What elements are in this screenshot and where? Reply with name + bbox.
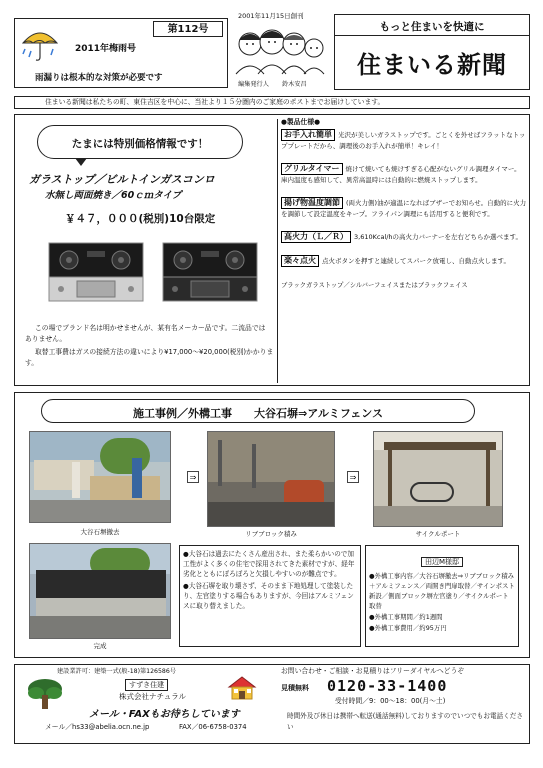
feature-item-3: 高火力（Ｌ／Ｒ） 3,610Kcal/hの高火力バーナーを左右どちらか選べます。: [281, 231, 527, 243]
company-name: 株式会社ナチュラル: [119, 692, 187, 701]
feature-tag: グリルタイマー: [281, 163, 343, 175]
contact-wait: メール・FAXもお待ちしています: [89, 709, 240, 720]
feature-tag: お手入れ簡単: [281, 129, 335, 141]
case-desc-2: ●大谷石塀を取り壊さず、そのまま下地処理して塗装したり、左官塗りする場合もありますが、今回はアルミフェンスに取り替えました。: [183, 582, 354, 610]
family-illustration: [232, 24, 326, 76]
delivery-text: 住まいる新聞は私たちの町、東住吉区を中心に、当社より１５分圏内のご家庭のポストまでお届けしています。: [45, 98, 385, 106]
case-summary-3: ●外構工事費用／約95万円: [369, 624, 447, 632]
feature-item-2: 揚げ物温度調節 (両火力側)油が適温になればブザーでお知らせ。自動的に火力を調節して設定温度をキープ。フライパン調理にも活用すると便利です。: [281, 198, 527, 218]
stove-image-black: [161, 241, 259, 303]
photo-block-laying: [207, 431, 335, 527]
case-section: [14, 392, 530, 658]
license-number: 建設業許可：建築一式(般-18)第126586号: [57, 668, 176, 675]
feature-tag: 揚げ物温度調節: [281, 197, 343, 209]
case-summary-2: ●外構工事期間／約1週間: [369, 613, 443, 621]
feature-tag: 高火力（Ｌ／Ｒ）: [281, 231, 351, 243]
publisher-name: 鈴木安昌: [282, 81, 307, 88]
house-icon: [227, 675, 257, 701]
arrow-icon: ⇒: [187, 471, 199, 483]
features-column: [281, 118, 527, 290]
founding-date: 2001年11月15日創刊: [238, 12, 304, 20]
after-hours-note: 時間外及び休日は携帯へ転送(通話無料)しておりますのでいつでもお電話ください: [287, 712, 523, 731]
color-options: ブラックガラストップ／シルバーフェイスまたはブラックフェイス: [281, 282, 468, 289]
footer: [14, 664, 530, 744]
case-summary-box: [365, 545, 519, 647]
feature-item-0: お手入れ簡単 光沢が美しいガラストップです。ごとくを外せばフラットなトッププレートだから、調理後のお手入れが簡単！キレイ！: [281, 130, 526, 150]
inquiry-text: お問い合わせ・ご相談・お見積りはフリーダイヤルへどうぞ: [281, 667, 465, 675]
season-label: 2011年梅雨号: [75, 44, 137, 54]
features-header: ●製品仕様●: [281, 118, 321, 126]
page-title: 住まいる新聞: [357, 50, 507, 79]
product-price: ￥４７，０００(税別)10台限定: [65, 213, 216, 225]
masthead-left-box: [14, 18, 228, 88]
umbrella-icon: [19, 23, 61, 63]
promo-section: [14, 114, 530, 386]
business-hours: 受付時間／9：00〜18：00(月〜土): [335, 697, 446, 705]
tagline: もっと住まいを快適に: [379, 21, 485, 33]
case-description-box: [179, 545, 361, 647]
photo-label: 完成: [93, 642, 107, 650]
free-estimate-label: 見積無料: [281, 684, 309, 692]
case-summary-1: ●外構工事内容／大谷石塀撤去⇒リブブロック積み＋アルミフェンス／両開き門扉取替／サインポスト新設／側面ブロック塀左官塗り／サイクルポート取替: [369, 572, 515, 610]
delivery-notice: [14, 96, 530, 109]
fax-number: FAX／06-6758-0374: [179, 723, 247, 731]
photo-wall-removal: [29, 431, 171, 523]
rain-tip: 雨漏りは根本的な対策が必要です: [35, 73, 163, 83]
promo-note-1: この場でブランド名は明かせませんが、某有名メーカー品です。二流品ではありません。: [25, 324, 266, 343]
photo-finished: [29, 543, 171, 639]
tree-logo-icon: [27, 677, 63, 711]
photo-label: サイクルポート: [415, 530, 461, 538]
stove-image-silver: [47, 241, 145, 303]
case-summary-title: 田辺M様邸: [369, 549, 515, 568]
feature-item-1: グリルタイマー 焼けて焼いても焼けすぎる心配がないグリル調理タイマー。庫内温度も感知して、異常高温時には自動的に燃焼ストップします。: [281, 164, 521, 184]
promo-note-2: 取替工事費はガスの接続方法の違いにより¥17,000〜¥20,000(税別)かかります。: [25, 348, 274, 367]
promo-banner: たまには特別価格情報です！: [37, 125, 243, 159]
photo-label: 大谷石塀撤去: [80, 528, 120, 536]
case-title-banner: 施工事例／外構工事 大谷石塀⇒アルミフェンス: [41, 399, 475, 423]
phone-number: 0120-33-1400: [327, 677, 448, 695]
product-name: ガラストップ／ビルトインガスコンロ: [29, 173, 215, 186]
feature-tag: 楽々点火: [281, 255, 319, 267]
feature-item-4: 楽々点火 点火ボタンを押すと連続してスパーク放電し、自動点火します。: [281, 255, 527, 267]
case-desc-1: ●大谷石は過去にたくさん産出され、また柔らかいので加工性がよく多くの住宅で採用されてきた素材ですが、経年劣化とともにぼろぼろと欠損しやすいのが難点です。: [183, 550, 355, 578]
photo-cycle-port: [373, 431, 503, 527]
masthead-right-box: [334, 14, 530, 90]
arrow-icon: ⇒: [347, 471, 359, 483]
publisher-label: 編集発行人: [238, 81, 269, 88]
product-spec: 水無し両面焼き／60ｃｍタイプ: [45, 190, 182, 201]
issue-number: 第112号: [153, 21, 223, 37]
photo-label: リブブロック積み: [245, 530, 297, 538]
company-tag: すずき住建: [125, 679, 168, 691]
email-address: メール／hs33@abelia.ocn.ne.jp: [45, 723, 150, 731]
